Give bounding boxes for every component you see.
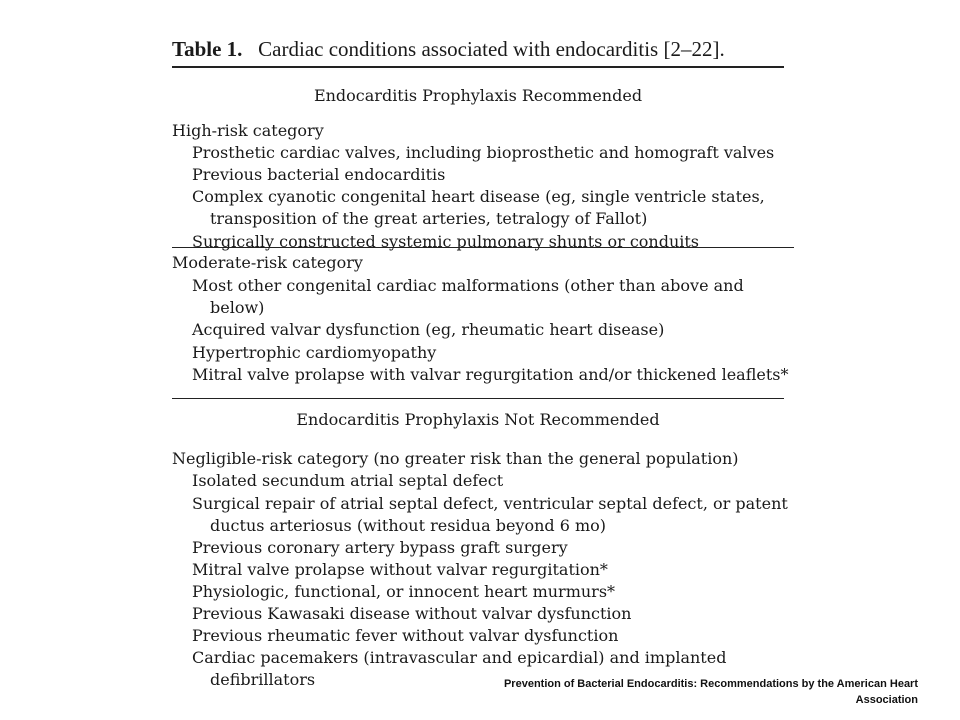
list-item: Cardiac pacemakers (intravascular and epicardial) and implanted bbox=[192, 648, 727, 667]
category-negligible-risk: Negligible-risk category (no greater risk than the general population) bbox=[172, 449, 739, 468]
list-item: Complex cyanotic congenital heart disease (eg, single ventricle states, bbox=[192, 187, 765, 206]
category-high-risk: High-risk category bbox=[172, 121, 324, 140]
source-citation bbox=[458, 676, 918, 708]
list-item: Surgically constructed systemic pulmonary shunts or conduits bbox=[192, 232, 700, 251]
table-number: Table 1. bbox=[172, 37, 243, 61]
section-divider bbox=[172, 398, 784, 399]
list-item: Acquired valvar dysfunction (eg, rheumatic heart disease) bbox=[192, 320, 665, 339]
citation-line: Association bbox=[855, 694, 918, 706]
list-item: Most other congenital cardiac malformations (other than above and bbox=[192, 276, 744, 295]
category-moderate-risk: Moderate-risk category bbox=[172, 253, 363, 272]
list-item: Prosthetic cardiac valves, including bioprosthetic and homograft valves bbox=[192, 143, 775, 162]
list-item: Previous coronary artery bypass graft surgery bbox=[192, 538, 568, 557]
table-caption: Cardiac conditions associated with endocarditis [2–22]. bbox=[258, 37, 725, 61]
list-item-continuation: transposition of the great arteries, tetralogy of Fallot) bbox=[210, 209, 648, 228]
list-item-continuation: ductus arteriosus (without residua beyond 6 mo) bbox=[210, 516, 607, 535]
category-divider bbox=[172, 247, 794, 248]
citation-line: Prevention of Bacterial Endocarditis: Recommendations by the American Heart bbox=[503, 678, 918, 690]
list-item: Hypertrophic cardiomyopathy bbox=[192, 343, 437, 362]
list-item: Mitral valve prolapse without valvar regurgitation* bbox=[192, 560, 608, 579]
section-heading-recommended: Endocarditis Prophylaxis Recommended bbox=[313, 86, 643, 105]
table-title bbox=[172, 36, 794, 62]
list-item-continuation: below) bbox=[210, 298, 265, 317]
list-item: Previous bacterial endocarditis bbox=[192, 165, 446, 184]
list-item: Physiologic, functional, or innocent heart murmurs* bbox=[192, 582, 616, 601]
list-item: Isolated secundum atrial septal defect bbox=[192, 471, 504, 490]
list-item: Surgical repair of atrial septal defect, ventricular septal defect, or patent bbox=[192, 494, 788, 513]
list-item: Previous Kawasaki disease without valvar dysfunction bbox=[192, 604, 632, 623]
title-rule bbox=[172, 66, 784, 68]
section-heading-not-recommended: Endocarditis Prophylaxis Not Recommended bbox=[296, 410, 660, 429]
list-item: Previous rheumatic fever without valvar dysfunction bbox=[192, 626, 619, 645]
list-item-continuation: defibrillators bbox=[210, 670, 316, 689]
list-item: Mitral valve prolapse with valvar regurgitation and/or thickened leaflets* bbox=[192, 365, 789, 384]
